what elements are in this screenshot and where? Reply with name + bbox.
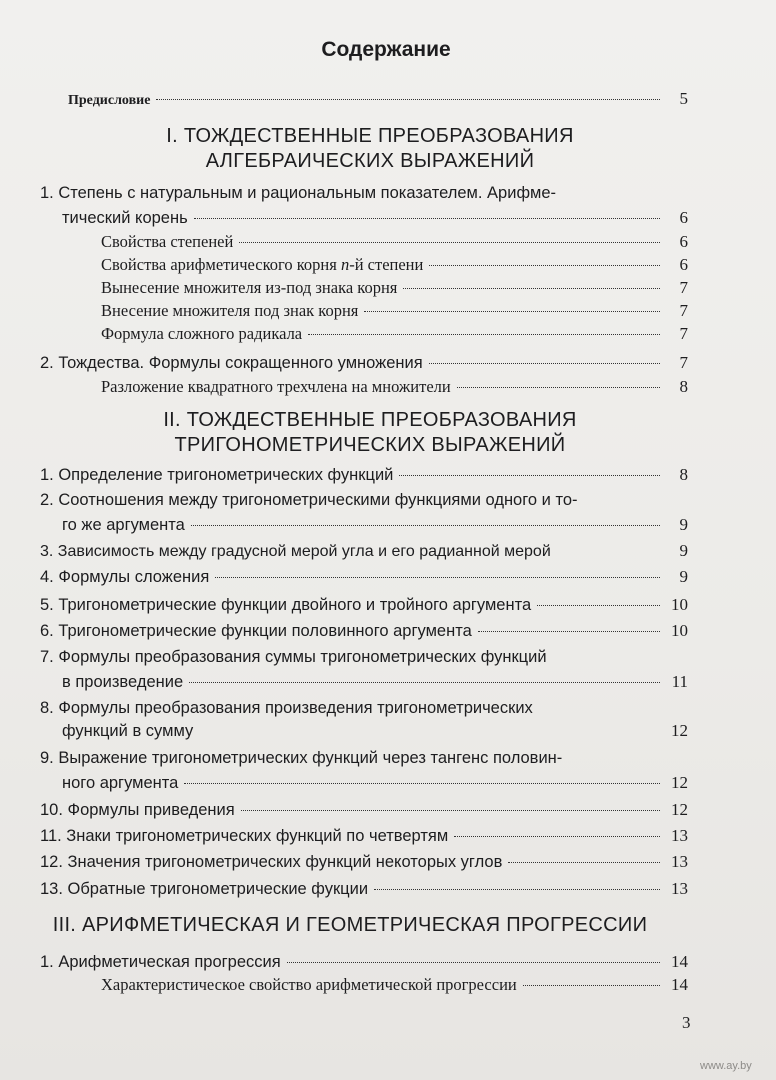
- toc-row-2[interactable]: [40, 353, 688, 373]
- toc-row-label: Свойства степеней: [101, 232, 234, 251]
- toc-row-page: 9: [679, 541, 688, 560]
- toc-row-first-line: 2. Соотношения между тригонометрическими функциями одного и то-: [40, 491, 578, 509]
- toc-row-label: [101, 255, 423, 275]
- toc-row-page: 12: [671, 800, 688, 819]
- toc-row-page: 11: [671, 672, 688, 691]
- toc-row-label: 13. Обратные тригонометрические фукции: [40, 880, 369, 898]
- toc-row-label: Формула сложного радикала: [101, 324, 303, 343]
- toc-row-page: 14: [671, 975, 688, 994]
- toc-row-trig-1[interactable]: [40, 465, 688, 485]
- toc-row-page: 5: [679, 89, 688, 108]
- section-heading-line: ТРИГОНОМЕТРИЧЕСКИХ ВЫРАЖЕНИЙ: [174, 434, 566, 456]
- toc-row-trig-13[interactable]: [40, 879, 688, 899]
- toc-row-first-line: 9. Выражение тригонометрических функций через тангенс половин-: [40, 749, 563, 767]
- toc-title: Содержание: [321, 38, 451, 61]
- toc-row-trig-2[interactable]: [62, 515, 688, 535]
- dot-leader: [478, 631, 660, 632]
- dot-leader: [308, 334, 660, 335]
- toc-row-first-line: 8. Формулы преобразования произведения тригонометрических: [40, 699, 533, 717]
- dot-leader: [429, 265, 660, 266]
- toc-row-first-line: 1. Степень с натуральным и рациональным показателем. Арифме-: [40, 184, 557, 202]
- toc-row-trig-9[interactable]: [62, 773, 688, 793]
- toc-subrow-quadratic[interactable]: [101, 377, 688, 397]
- dot-leader: [191, 525, 660, 526]
- toc-row-page: 12: [671, 721, 688, 740]
- dot-leader: [374, 889, 660, 890]
- toc-row-1[interactable]: [62, 208, 688, 228]
- dot-leader: [241, 810, 660, 811]
- toc-row-label: функций в сумму: [62, 722, 194, 740]
- label-italic-n: n: [340, 255, 350, 274]
- toc-row-trig-12[interactable]: [40, 852, 688, 872]
- dot-leader: [364, 311, 660, 312]
- dot-leader: [239, 242, 660, 243]
- toc-row-label: Характеристическое свойство арифметической прогрессии: [101, 975, 517, 994]
- toc-row-label: 4. Формулы сложения: [40, 568, 210, 586]
- toc-row-trig-8[interactable]: [62, 721, 688, 741]
- toc-row-label: Предисловие: [68, 93, 151, 108]
- dot-leader: [215, 577, 660, 578]
- toc-row-page: 9: [679, 567, 688, 586]
- watermark: www.ay.by: [700, 1060, 752, 1072]
- dot-leader: [454, 836, 660, 837]
- section-heading-line: I. ТОЖДЕСТВЕННЫЕ ПРЕОБРАЗОВАНИЯ: [166, 125, 574, 147]
- dot-leader: [429, 363, 660, 364]
- toc-row-trig-6[interactable]: [40, 621, 688, 641]
- toc-row-preface[interactable]: [68, 89, 688, 109]
- toc-row-trig-7[interactable]: [62, 672, 688, 692]
- dot-leader: [523, 985, 660, 986]
- toc-row-page: 7: [679, 324, 688, 343]
- toc-row-label: тический корень: [62, 209, 188, 227]
- label-part: -й степени: [349, 255, 424, 274]
- toc-row-trig-5[interactable]: [40, 595, 688, 615]
- dot-leader: [457, 387, 660, 388]
- section-heading-1: [40, 124, 700, 174]
- toc-row-label: 6. Тригонометрические функции половинного аргумента: [40, 622, 472, 640]
- toc-row-page: 13: [671, 879, 688, 898]
- toc-row-label: 5. Тригонометрические функции двойного и тройного аргумента: [40, 596, 532, 614]
- toc-row-label: 10. Формулы приведения: [40, 801, 235, 819]
- toc-row-page: 8: [679, 465, 688, 484]
- label-part: Свойства арифметического корня: [101, 255, 341, 274]
- dot-leader: [508, 862, 660, 863]
- dot-leader: [156, 99, 660, 100]
- toc-subrow-radical[interactable]: [101, 324, 688, 344]
- toc-row-label: 3. Зависимость между градусной мерой угла и его радианной мерой: [40, 543, 551, 560]
- toc-row-trig-11[interactable]: [40, 826, 688, 846]
- toc-row-label: го же аргумента: [62, 516, 185, 534]
- toc-row-label: в произведение: [62, 673, 184, 691]
- toc-row-page: 7: [679, 301, 688, 320]
- toc-row-label: 2. Тождества. Формулы сокращенного умножения: [40, 354, 423, 372]
- toc-row-label: 11. Знаки тригонометрических функций по четвертям: [40, 827, 449, 845]
- dot-leader: [184, 783, 660, 784]
- toc-row-label: Разложение квадратного трехчлена на множители: [101, 377, 451, 396]
- dot-leader: [194, 218, 660, 219]
- toc-row-page: 9: [679, 515, 688, 534]
- toc-row-first-line: 7. Формулы преобразования суммы тригонометрических функций: [40, 648, 547, 666]
- toc-row-page: 12: [671, 773, 688, 792]
- dot-leader: [189, 682, 660, 683]
- toc-row-label: Вынесение множителя из-под знака корня: [101, 278, 398, 297]
- toc-subrow-factor-out[interactable]: [101, 278, 688, 298]
- section-heading-3: [40, 913, 660, 938]
- toc-row-trig-3[interactable]: [40, 541, 688, 561]
- toc-row-page: 14: [671, 952, 688, 971]
- toc-row-label: ного аргумента: [62, 774, 179, 792]
- toc-subrow-characteristic[interactable]: [101, 975, 688, 995]
- toc-subrow-root-props[interactable]: [101, 255, 688, 275]
- toc-subrow-factor-in[interactable]: [101, 301, 688, 321]
- dot-leader: [287, 962, 660, 963]
- toc-row-page: 6: [679, 255, 688, 274]
- toc-row-page: 10: [671, 595, 688, 614]
- toc-row-page: 8: [679, 377, 688, 396]
- toc-row-page: 13: [671, 826, 688, 845]
- dot-leader: [403, 288, 660, 289]
- dot-leader: [537, 605, 660, 606]
- dot-leader: [399, 475, 660, 476]
- toc-row-label: 12. Значения тригонометрических функций некоторых углов: [40, 853, 503, 871]
- toc-row-trig-4[interactable]: [40, 567, 688, 587]
- toc-subrow-powers[interactable]: [101, 232, 688, 252]
- section-heading-line: АЛГЕБРАИЧЕСКИХ ВЫРАЖЕНИЙ: [205, 150, 535, 172]
- toc-row-label: Внесение множителя под знак корня: [101, 301, 359, 320]
- section-heading-line: II. ТОЖДЕСТВЕННЫЕ ПРЕОБРАЗОВАНИЯ: [163, 409, 577, 431]
- toc-row-trig-10[interactable]: [40, 800, 688, 820]
- section-heading-line: III. АРИФМЕТИЧЕСКАЯ И ГЕОМЕТРИЧЕСКАЯ ПРОГРЕССИИ: [52, 914, 648, 936]
- toc-row-page: 7: [679, 353, 688, 372]
- toc-row-prog-1[interactable]: [40, 952, 688, 972]
- section-heading-2: [40, 408, 700, 458]
- toc-row-page: 10: [671, 621, 688, 640]
- toc-row-page: 6: [679, 232, 688, 251]
- toc-row-label: 1. Определение тригонометрических функций: [40, 466, 394, 484]
- toc-row-page: 7: [679, 278, 688, 297]
- toc-row-label: 1. Арифметическая прогрессия: [40, 953, 281, 971]
- page-number: 3: [682, 1013, 691, 1032]
- toc-row-page: 13: [671, 852, 688, 871]
- toc-row-page: 6: [679, 208, 688, 227]
